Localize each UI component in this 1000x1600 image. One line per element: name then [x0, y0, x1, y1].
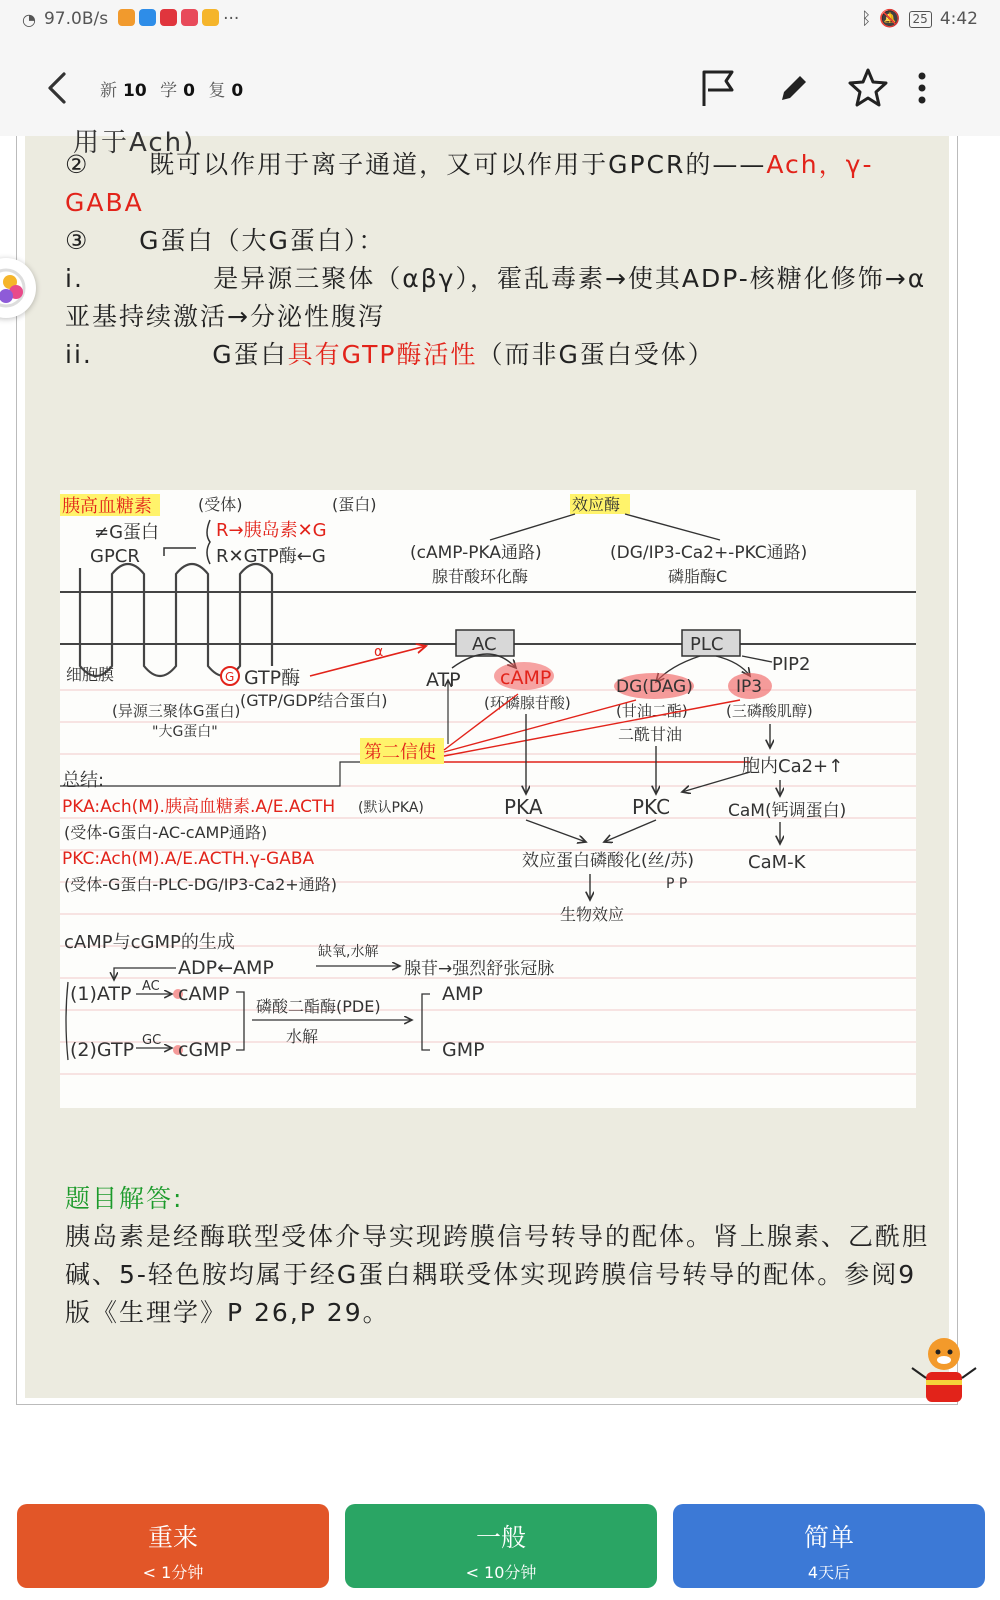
- pencil-icon: [772, 66, 816, 110]
- learn-count: 0: [183, 81, 195, 101]
- text-camp-path: (cAMP-PKA通路): [410, 543, 542, 563]
- text-bio: 生物效应: [560, 905, 625, 924]
- text-pkc-line: PKC:Ach(M).A/E.ACTH.γ-GABA: [62, 849, 315, 869]
- text-pka-note: (默认PKA): [358, 800, 424, 816]
- again-button[interactable]: 重来 < 1分钟: [17, 1504, 329, 1588]
- text-camp: cAMP: [500, 667, 552, 689]
- text-pka: PKA: [504, 795, 543, 819]
- text-second-messenger: 第二信使: [364, 742, 436, 763]
- app-notification-icon: [181, 9, 198, 26]
- text-ip3-cn: (三磷酸肌醇): [726, 702, 813, 720]
- item-3-i: i. 是异源三聚体（αβγ），霍乱毒素→使其ADP-核糖化修饰→α亚基持续激活→分泌性腹泻: [65, 264, 927, 331]
- easy-button[interactable]: 简单 4天后: [673, 1504, 985, 1588]
- text-r1: R→胰岛素✕G: [216, 520, 327, 541]
- text-amp: AMP: [442, 983, 483, 1005]
- text-adenosine: 腺苷→强烈舒张冠脉: [404, 959, 555, 979]
- text-protein: (蛋白): [332, 495, 377, 514]
- answer-title: 题目解答:: [65, 1184, 184, 1213]
- star-button[interactable]: [846, 66, 890, 110]
- flag-button[interactable]: [696, 66, 740, 110]
- chevron-left-icon: [38, 68, 78, 108]
- text-r2-gtp: (2)GTP: [70, 1039, 135, 1061]
- text-pkc-path: (受体-G蛋白-PLC-DG/IP3-Ca2+通路): [64, 875, 337, 894]
- signal-pathway-diagram: [60, 490, 916, 1108]
- text-pde: 磷酸二酯酶(PDE): [256, 997, 381, 1016]
- text-gpcr: GPCR: [90, 546, 140, 567]
- tiger-mascot-icon[interactable]: [904, 1334, 984, 1406]
- text-ac-enzyme: 腺苷酸环化酶: [432, 567, 529, 586]
- text-gen-title: cAMP与cGMP的生成: [64, 932, 235, 953]
- item-3: ③ G蛋白（大G蛋白）：: [65, 226, 386, 255]
- text-cgmp: cGMP: [178, 1039, 232, 1061]
- text-summary: 总结:: [62, 770, 105, 791]
- text-pka-line: PKA:Ach(M).胰高血糖素.A/E.ACTH: [62, 797, 336, 817]
- back-button[interactable]: [38, 68, 78, 108]
- text-hetero: (异源三聚体G蛋白): [112, 702, 241, 720]
- app-notification-icon: [160, 9, 177, 26]
- floating-assistant-button[interactable]: [0, 258, 36, 318]
- diagram-canvas: [60, 490, 916, 1108]
- card-counts: 新 10 学 0 复 0: [100, 81, 244, 101]
- text-ac-arrow: AC: [142, 979, 160, 994]
- text-deficit: 缺氧,水解: [318, 944, 379, 960]
- item-2: ② 既可以作用于离子通道，又可以作用于GPCR的——Ach，γ-GABA: [65, 150, 874, 217]
- text-effector: 效应酶: [572, 495, 621, 514]
- text-pp: P P: [666, 876, 688, 892]
- text-receptor: (受体): [198, 495, 243, 514]
- new-count: 10: [123, 81, 147, 101]
- text-pka-path: (受体-G蛋白-AC-cAMP通路): [64, 823, 268, 842]
- flag-icon: [696, 66, 740, 110]
- net-speed: 97.0B/s: [43, 9, 109, 29]
- wifi-icon: ◔: [22, 9, 36, 29]
- text-dg-cn: (甘油二酯): [616, 702, 688, 720]
- text-not-g: ≠G蛋白: [94, 522, 160, 543]
- more-button[interactable]: [912, 66, 932, 110]
- edit-button[interactable]: [772, 66, 816, 110]
- text-gtpase: GTP酶: [244, 667, 301, 689]
- star-icon: [846, 66, 890, 110]
- clock: 4:42: [939, 9, 978, 29]
- text-ca: 胞内Ca2+↑: [742, 756, 844, 777]
- text-alpha: α: [374, 644, 384, 660]
- app-notification-icon: [202, 9, 219, 26]
- review-count: 0: [231, 81, 244, 101]
- app-notification-icon: [139, 9, 156, 26]
- text-plc: PLC: [690, 634, 724, 655]
- text-phos: 效应蛋白磷酸化(丝/苏): [522, 851, 694, 871]
- more-vertical-icon: [912, 66, 932, 110]
- text-hydro: 水解: [286, 1027, 319, 1046]
- text-dg-cn2: 二酰甘油: [618, 725, 683, 744]
- svg-text:G: G: [225, 670, 235, 684]
- text-atp: ATP: [426, 669, 461, 691]
- text-gtp-gdp: (GTP/GDP结合蛋白): [240, 691, 388, 710]
- text-camp2: cAMP: [178, 983, 230, 1005]
- text-dg-path: (DG/IP3-Ca2+-PKC通路): [610, 543, 808, 563]
- text-big-g: "大G蛋白": [152, 724, 218, 740]
- battery-icon: 25: [909, 11, 932, 28]
- text-ac: AC: [472, 634, 497, 655]
- text-membrane: 细胞膜: [66, 665, 115, 684]
- text-pkc: PKC: [632, 795, 671, 819]
- text-dg: DG(DAG): [616, 677, 693, 697]
- text-gmp: GMP: [442, 1039, 485, 1061]
- text-glucagon: 胰高血糖素: [62, 496, 152, 517]
- cut-off-line: 用于Ach): [73, 128, 196, 158]
- bluetooth-icon: ᛒ: [861, 9, 872, 29]
- text-r1-atp: (1)ATP: [70, 983, 132, 1005]
- text-camk: CaM-K: [748, 852, 806, 873]
- text-pip2: PIP2: [772, 654, 811, 675]
- app-notification-icon: [118, 9, 135, 26]
- assistant-icon: [0, 258, 36, 318]
- text-ip3: IP3: [736, 677, 763, 697]
- item-3-ii: ii. G蛋白具有GTP酶活性（而非G蛋白受体）: [65, 340, 715, 369]
- text-camp-cn: (环磷腺苷酸): [484, 694, 571, 712]
- text-plc-enzyme: 磷脂酶C: [668, 567, 728, 586]
- text-gc-arrow: GC: [142, 1033, 162, 1048]
- more-notifications-icon: ···: [223, 9, 240, 29]
- answer-text: 胰岛素是经酶联型受体介导实现跨膜信号转导的配体。肾上腺素、乙酰胆碱、5-轻色胺均属于经G蛋白耦联受体实现跨膜信号转导的配体。参阅9版《生理学》P 26,P 29。: [65, 1222, 930, 1327]
- text-r2: R✕GTP酶←G: [216, 546, 326, 567]
- mute-icon: 🔕: [879, 9, 901, 29]
- text-adp: ADP←AMP: [178, 957, 274, 979]
- status-bar: [0, 0, 1000, 40]
- good-button[interactable]: 一般 < 10分钟: [345, 1504, 657, 1588]
- text-cam: CaM(钙调蛋白): [728, 801, 847, 821]
